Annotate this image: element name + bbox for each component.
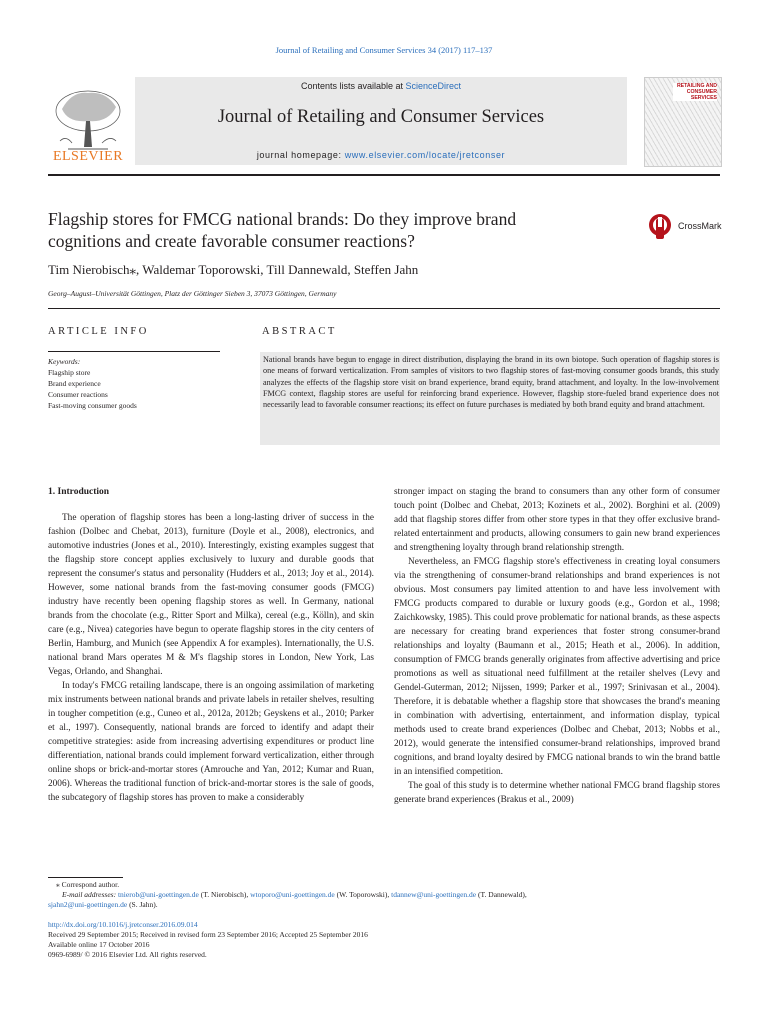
email-link[interactable]: tdannew@uni-goettingen.de xyxy=(391,890,477,899)
email-owner: (T. Dannewald), xyxy=(476,890,527,899)
body-right-column xyxy=(394,485,720,807)
affiliation: Georg–August–Universität Göttingen, Platz der Göttinger Sieben 3, 37073 Göttingen, Germany xyxy=(48,289,337,298)
available-online: Available online 17 October 2016 xyxy=(48,940,150,949)
abstract-box xyxy=(260,352,720,445)
abstract-heading: ABSTRACT xyxy=(262,326,337,337)
publication-info xyxy=(48,920,548,960)
email-owner: (T. Nierobisch), xyxy=(198,890,251,899)
email-link[interactable]: tnierob@uni-goettingen.de xyxy=(117,890,199,899)
crossmark-icon xyxy=(648,213,672,241)
contents-prefix: Contents lists available at xyxy=(300,81,406,91)
elsevier-wordmark: ELSEVIER xyxy=(52,149,124,164)
footnote xyxy=(48,880,728,910)
journal-header xyxy=(135,77,627,165)
meta-divider xyxy=(48,308,720,309)
paragraph: stronger impact on staging the brand to consumers than any other form of consumer touch point (Dolbec and Chebat, 2013; Kozinets et al., 2002). Borghini et al. (2009) add that flagship stores differ from other store types in that they offer exclusive brand-related entertainment and products, allowing consumers to gain new brand experiences and strengthening loyalty through brand relationship strength. xyxy=(394,487,720,553)
email-line xyxy=(48,900,728,910)
journal-homepage xyxy=(135,150,627,160)
section-heading: 1. Introduction xyxy=(48,487,110,497)
homepage-prefix: journal homepage: xyxy=(256,150,345,160)
sciencedirect-link[interactable]: ScienceDirect xyxy=(405,81,462,91)
copyright: 0969-6989/ © 2016 Elsevier Ltd. All rights reserved. xyxy=(48,950,207,959)
email-owner: (W. Toporowski), xyxy=(334,890,392,899)
keyword-item: Flagship store xyxy=(48,368,91,377)
homepage-link[interactable]: www.elsevier.com/locate/jretconser xyxy=(344,150,506,160)
paragraph: The operation of flagship stores has been a long-lasting driver of success in the fashion (Dolbec and Chebat, 2013), furniture (Doyle et al., 2008), electronics, and automotive industries (Jones et al., 2010). Interestingly, existing examples suggest that the flagship store concept applies exclusively to luxury and durable goods that represent the consumer's status and personality (Hudders et al., 2013; Joy et al., 2014). However, some national brands from the fast-moving consumer goods (FMCG) industry have recently been opening flagship stores as well. In Germany, national brands from the chocolate (e.g., Ritter Sport and Milka), cereal (e.g., Kölln), and skin care (e.g., Nivea) categories have begun to operate flagship stores in the city centers of Berlin, Hamburg, and Munich (see Appendix A for examples). Internationally, the U.S. national brand Mars operates M & M's flagship stores in London, New York, Las Vegas, Orlando, and Shanghai. xyxy=(48,513,374,677)
email-label: E-mail addresses: xyxy=(62,890,118,899)
crossmark-badge[interactable] xyxy=(648,213,758,241)
received-dates: Received 29 September 2015; Received in revised form 23 September 2016; Accepted 25 September 2016 xyxy=(48,930,368,939)
cover-title: RETAILING AND CONSUMER SERVICES xyxy=(673,83,717,101)
abstract-text: National brands have begun to engage in direct distribution, displaying the brand in its own biotope. Such operation of flagship stores is one means of forward verticalization. From samples of visitors to two flagship stores of fast-moving consumer goods brands, this study analyzes the effects of the flagship store visit on brand experience, brand equity, brand attachment, and loyalty. In the low-involvement FMCG context, flagship stores are useful for reinforcing brand experience. However, flagship store-fueled brand experience does not necessarily lead to favorable consumer reactions; its effect on future purchases is mediated by both brand equity and brand attachment. xyxy=(263,355,719,410)
email-link[interactable]: wtoporo@uni-goettingen.de xyxy=(250,890,335,899)
email-line xyxy=(48,890,728,900)
paragraph: The goal of this study is to determine whether national FMCG brand flagship stores generate brand experiences (Brakus et al., 2009) xyxy=(394,781,720,805)
article-info-heading: ARTICLE INFO xyxy=(48,326,149,337)
keyword-item: Consumer reactions xyxy=(48,390,108,399)
paragraph: In today's FMCG retailing landscape, there is an ongoing assimilation of marketing mix instruments between national brands and private labels in retailer shelves, resulting in tougher competition (e.g., Cuneo et al., 2012a, 2012b; Geyskens et al., 2010; Parker et al., 1997). Consequently, national brands are forced to identify and adapt their competitive strategies: aside from increasing advertising expenditures or product line differentiation, national brands could implement forward verticalization, either through online shops or brick-and-mortar stores (Amrouche and Yan, 2012; Kumar and Ruan, 2006). Whereas the traditional function of brick-and-mortar stores is the sale of goods, the subcategory of flagship stores has proven to make a considerably xyxy=(48,681,374,803)
email-link[interactable]: sjahn2@uni-goettingen.de xyxy=(48,900,128,909)
crossmark-label: CrossMark xyxy=(678,221,722,231)
footnote-rule xyxy=(48,877,123,878)
journal-cover-image xyxy=(644,77,722,167)
article-info-rule xyxy=(48,351,220,352)
keywords-block xyxy=(48,356,220,411)
doi-link[interactable]: http://dx.doi.org/10.1016/j.jretconser.2016.09.014 xyxy=(48,920,198,929)
email-owner: (S. Jahn). xyxy=(127,900,158,909)
article-title: Flagship stores for FMCG national brands: Do they improve brand cognitions and create favorable consumer reactions? xyxy=(48,209,517,251)
body-left-column xyxy=(48,485,374,805)
header-divider xyxy=(48,174,720,176)
keywords-label: Keywords: xyxy=(48,357,81,366)
keyword-item: Fast-moving consumer goods xyxy=(48,401,137,410)
contents-line xyxy=(135,81,627,91)
author-list: Tim Nierobisch⁎, Waldemar Toporowski, Till Dannewald, Steffen Jahn xyxy=(48,262,419,277)
keyword-item: Brand experience xyxy=(48,379,101,388)
journal-citation-link[interactable]: Journal of Retailing and Consumer Services 34 (2017) 117–137 xyxy=(275,45,493,55)
corresponding-author-note: ⁎ Correspond author. xyxy=(56,880,120,889)
paragraph: Nevertheless, an FMCG flagship store's effectiveness in creating loyal consumers via the strengthening of consumer-brand relationships and brand experiences is not obvious. Most consumers pay limited attention to and have less involvement with FMCG products compared to durable or luxury goods (e.g., Gordon et al., 1998; Zaichkowsky, 1985). This could prove problematic for national brands, as these aspects are necessary for creating brand experiences that foster strong consumer-brand relationships and loyalty (Baumann et al., 2015; Heath et al., 2006). In addition, consumption of FMCG brands generally originates from affective advertising and price promotions as well as situational need fulfillment at the retailer shelves (Levy and Gendel-Guterman, 2012; Nijssen, 1999; Parker et al., 1997; Srinivasan et al., 2004). Therefore, it is debatable whether a flagship store that showcases the brand's meaning in combination with advertising, entertainment, and information display, typical methods used to create brand experiences (Dolbec and Chebat, 2013; Nobbs et al., 2012), would generate the intensified consumer-brand relationships, improved brand cognitions, and brand loyalty desired by FMCG national brands to win the brand battle in an intensified competition. xyxy=(394,557,720,777)
journal-title: Journal of Retailing and Consumer Services xyxy=(217,107,545,127)
